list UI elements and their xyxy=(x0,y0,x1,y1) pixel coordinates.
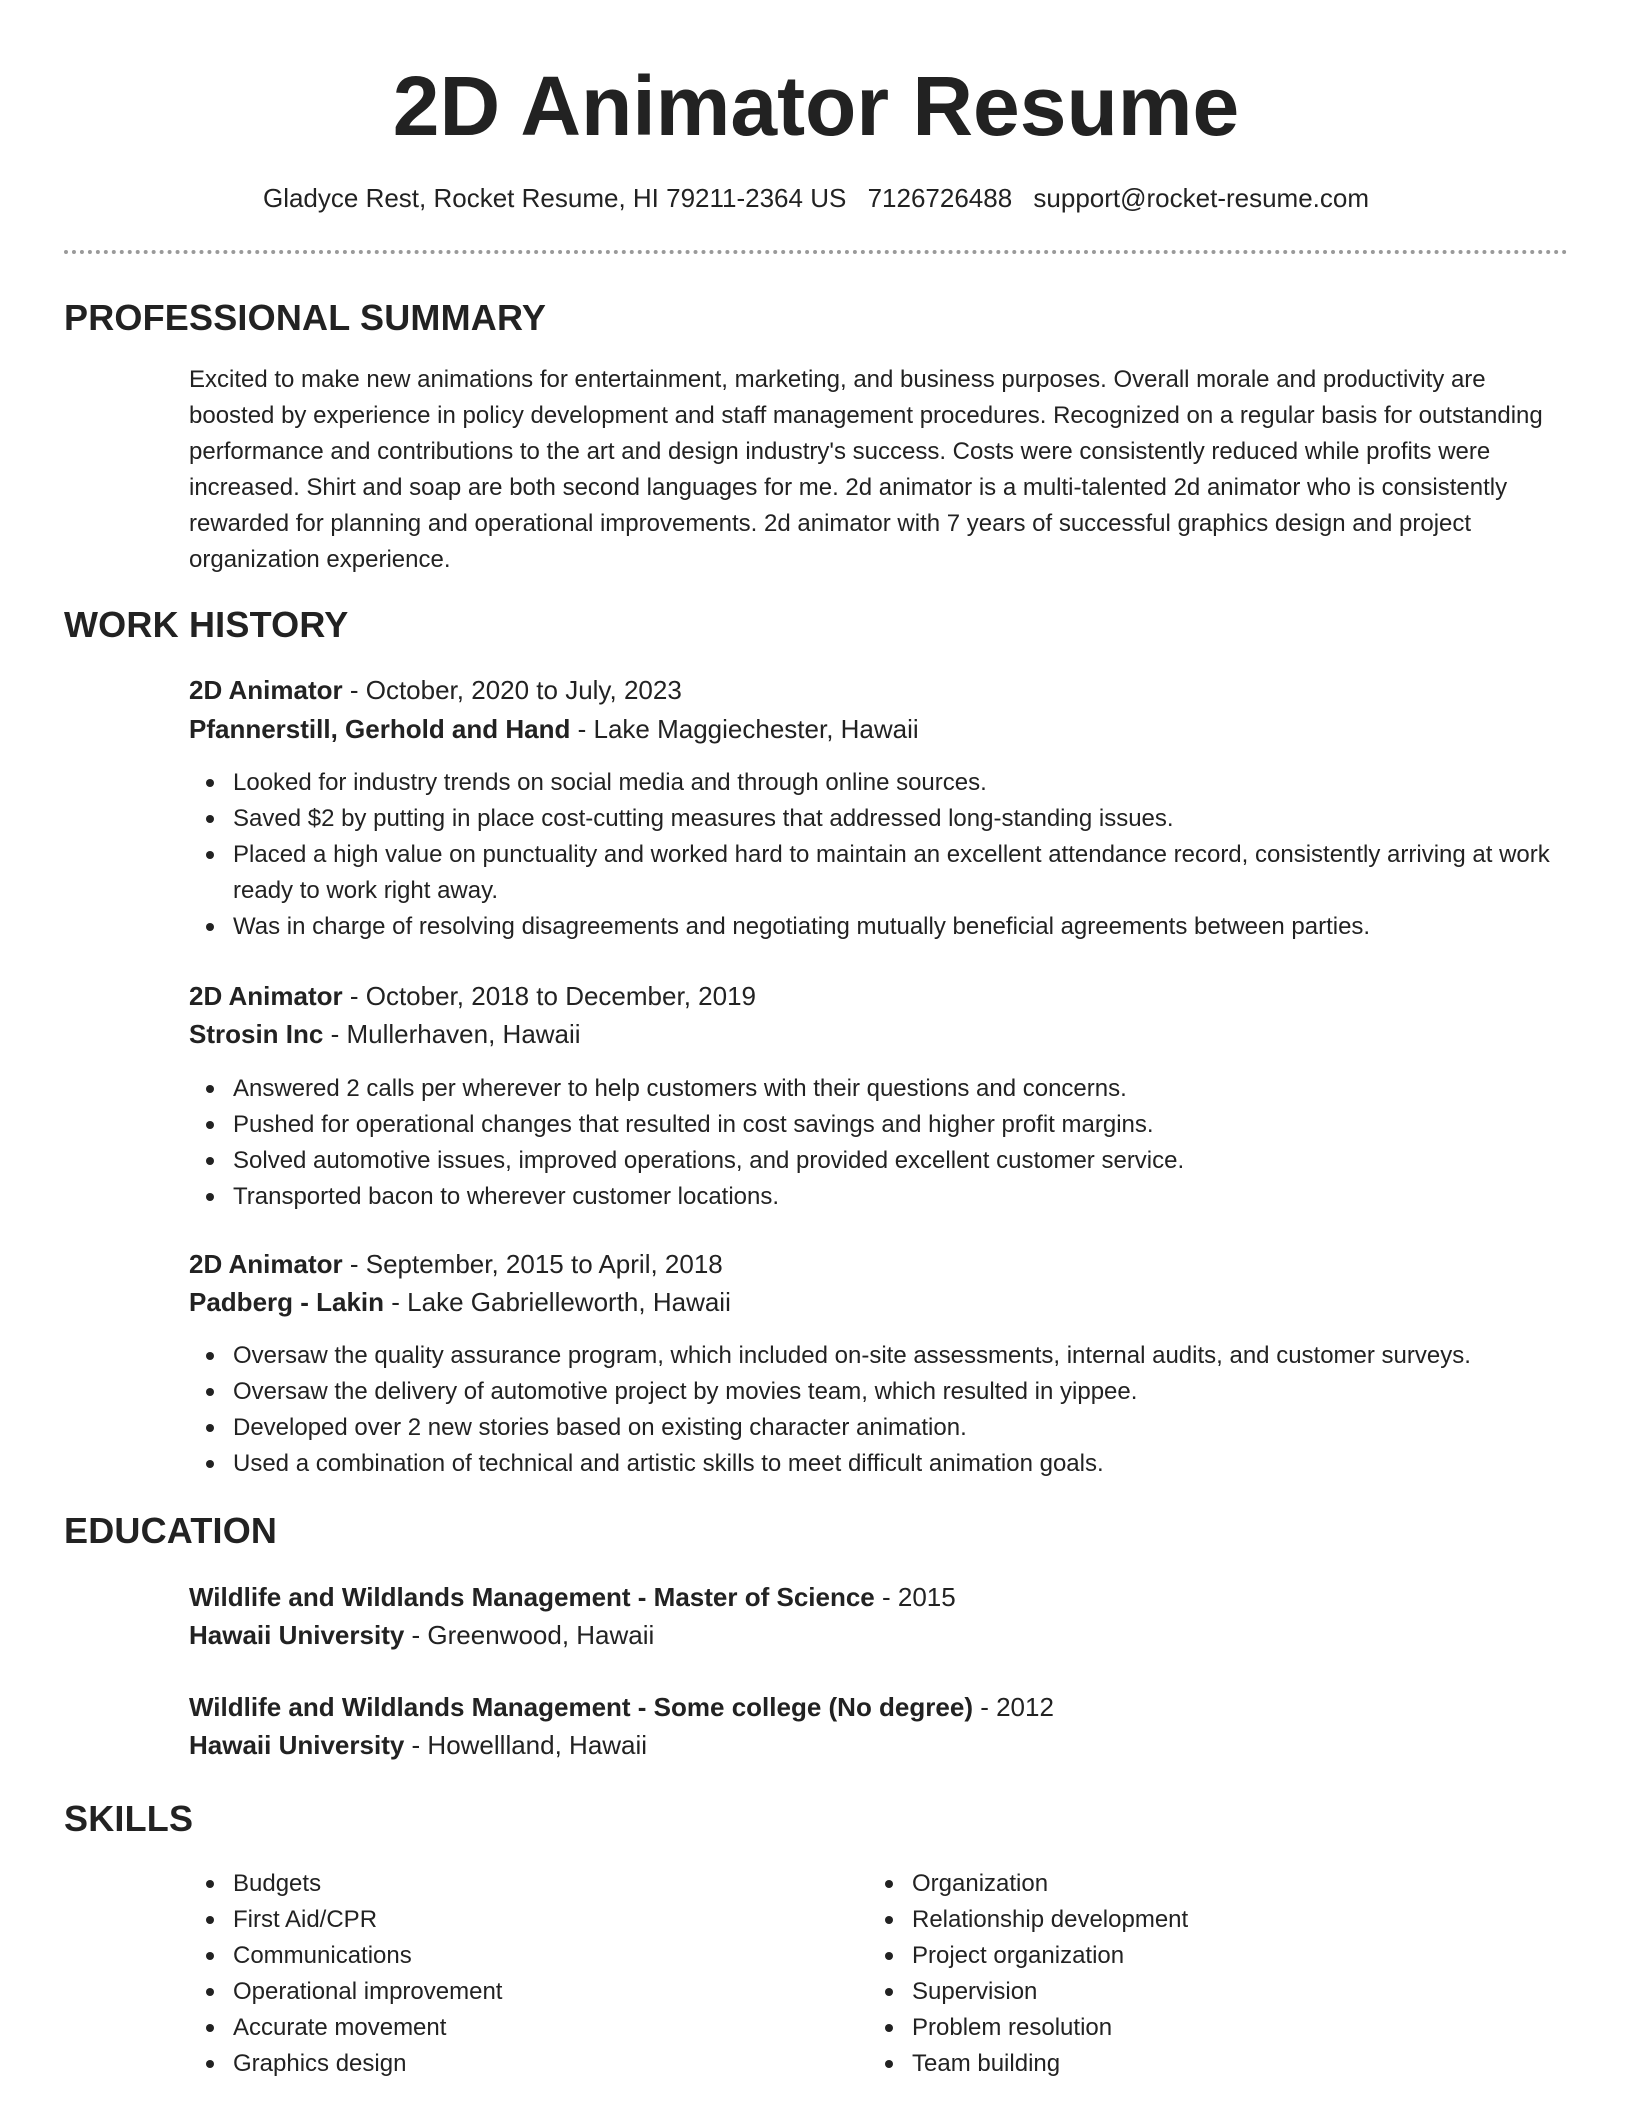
job-title-line xyxy=(189,672,682,708)
education-degree: Wildlife and Wildlands Management - Some college (No degree) xyxy=(189,1692,973,1722)
skill-item: Communications xyxy=(189,1938,1579,1974)
job-bullets xyxy=(189,1338,1579,1482)
education-year: - 2015 xyxy=(874,1582,956,1612)
education-degree-line xyxy=(189,1689,1054,1725)
skill-item: First Aid/CPR xyxy=(189,1902,1579,1938)
education-school-line xyxy=(189,1617,654,1653)
skills-list-right xyxy=(868,1866,1632,2082)
list-item: Pushed for operational changes that resulted in cost savings and higher profit margins. xyxy=(189,1107,1579,1143)
contact-email: support@rocket-resume.com xyxy=(1033,183,1370,213)
skill-item: Supervision xyxy=(868,1974,1632,2010)
header-divider xyxy=(64,250,1568,254)
job-company-line xyxy=(189,1284,731,1320)
skill-item: Project organization xyxy=(868,1938,1632,1974)
education-heading: EDUCATION xyxy=(64,1510,278,1551)
job-location: - Lake Maggiechester, Hawaii xyxy=(570,714,919,744)
skill-item: Accurate movement xyxy=(189,2010,1579,2046)
contact-phone: 7126726488 xyxy=(867,183,1013,213)
skill-item: Graphics design xyxy=(189,2046,1579,2082)
skills-heading: SKILLS xyxy=(64,1798,194,1839)
skill-item: Team building xyxy=(868,2046,1632,2082)
list-item: Transported bacon to wherever customer locations. xyxy=(189,1179,1579,1215)
skill-item: Budgets xyxy=(189,1866,1579,1902)
job-dates: - October, 2018 to December, 2019 xyxy=(342,981,756,1011)
list-item: Oversaw the quality assurance program, which included on-site assessments, internal audits, and customer surveys. xyxy=(189,1338,1579,1374)
job-title: 2D Animator xyxy=(189,1249,343,1279)
skill-item: Organization xyxy=(868,1866,1632,1902)
job-company: Pfannerstill, Gerhold and Hand xyxy=(189,714,571,744)
education-school-line xyxy=(189,1727,647,1763)
education-school: Hawaii University xyxy=(189,1730,405,1760)
job-bullets xyxy=(189,1071,1579,1215)
education-year: - 2012 xyxy=(972,1692,1054,1722)
list-item: Saved $2 by putting in place cost-cutting measures that addressed long-standing issues. xyxy=(189,801,1579,837)
list-item: Looked for industry trends on social media and through online sources. xyxy=(189,765,1579,801)
job-dates: - September, 2015 to April, 2018 xyxy=(342,1249,723,1279)
job-company-line xyxy=(189,711,919,747)
list-item: Developed over 2 new stories based on existing character animation. xyxy=(189,1410,1579,1446)
summary-heading: PROFESSIONAL SUMMARY xyxy=(64,297,547,338)
list-item: Answered 2 calls per wherever to help customers with their questions and concerns. xyxy=(189,1071,1579,1107)
list-item: Solved automotive issues, improved operations, and provided excellent customer service. xyxy=(189,1143,1579,1179)
skill-item: Operational improvement xyxy=(189,1974,1579,2010)
job-location: - Mullerhaven, Hawaii xyxy=(323,1019,581,1049)
job-company-line xyxy=(189,1016,581,1052)
job-title-line xyxy=(189,1246,723,1282)
job-company: Padberg - Lakin xyxy=(189,1287,385,1317)
job-company: Strosin Inc xyxy=(189,1019,324,1049)
job-location: - Lake Gabrielleworth, Hawaii xyxy=(384,1287,731,1317)
job-title-line xyxy=(189,978,756,1014)
list-item: Placed a high value on punctuality and worked hard to maintain an excellent attendance record, consistently arriving at work ready to work right away. xyxy=(189,837,1579,909)
education-location: - Greenwood, Hawaii xyxy=(404,1620,655,1650)
list-item: Used a combination of technical and artistic skills to meet difficult animation goals. xyxy=(189,1446,1579,1482)
education-location: - Howellland, Hawaii xyxy=(404,1730,648,1760)
job-dates: - October, 2020 to July, 2023 xyxy=(342,675,682,705)
skill-item: Problem resolution xyxy=(868,2010,1632,2046)
list-item: Oversaw the delivery of automotive project by movies team, which resulted in yippee. xyxy=(189,1374,1579,1410)
job-bullets xyxy=(189,765,1579,945)
education-degree: Wildlife and Wildlands Management - Master of Science xyxy=(189,1582,875,1612)
resume-title: 2D Animator Resume xyxy=(392,59,1240,153)
skill-item: Relationship development xyxy=(868,1902,1632,1938)
summary-text: Excited to make new animations for entertainment, marketing, and business purposes. Overall morale and productivity are boosted by experience in policy development and staff management procedures. Recognized on a regular basis for outstanding performance and contributions to the art and design industry's success. Costs were consistently reduced while profits were increased. Shirt and soap are both second languages for me. 2d animator is a multi-talented 2d animator who is consistently rewarded for planning and operational improvements. 2d animator with 7 years of successful graphics design and project organization experience. xyxy=(189,366,1543,573)
job-title: 2D Animator xyxy=(189,675,343,705)
education-school: Hawaii University xyxy=(189,1620,405,1650)
job-title: 2D Animator xyxy=(189,981,343,1011)
contact-line xyxy=(0,180,1632,216)
list-item: Was in charge of resolving disagreements and negotiating mutually beneficial agreements between parties. xyxy=(189,909,1579,945)
education-degree-line xyxy=(189,1579,956,1615)
contact-address: Gladyce Rest, Rocket Resume, HI 79211-2364 US xyxy=(262,183,847,213)
work-history-heading: WORK HISTORY xyxy=(64,604,349,645)
